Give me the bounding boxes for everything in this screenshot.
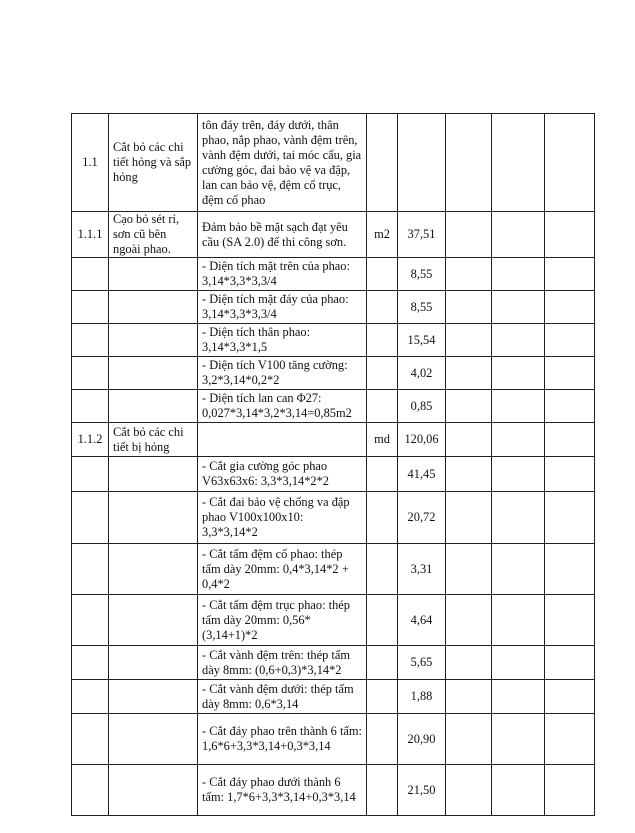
item-name: Cắt bỏ các chi tiết hỏng và sắp hỏng bbox=[109, 114, 198, 212]
empty-cell bbox=[545, 258, 595, 291]
empty-cell bbox=[492, 457, 545, 492]
empty-cell bbox=[446, 258, 492, 291]
item-number bbox=[72, 544, 109, 595]
item-number: 1.1.1 bbox=[72, 212, 109, 258]
item-name bbox=[109, 457, 198, 492]
empty-cell bbox=[492, 714, 545, 765]
empty-cell bbox=[545, 114, 595, 212]
item-description: - Diện tích thân phao: 3,14*3,3*1,5 bbox=[198, 324, 367, 357]
item-unit bbox=[367, 680, 398, 714]
item-number bbox=[72, 390, 109, 423]
empty-cell bbox=[545, 390, 595, 423]
item-quantity: 5,65 bbox=[398, 646, 446, 680]
table-row bbox=[72, 114, 595, 212]
item-quantity: 41,45 bbox=[398, 457, 446, 492]
item-description: - Cắt tấm đệm trục phao: thép tấm dày 20mm: 0,56*(3,14+1)*2 bbox=[198, 595, 367, 646]
item-quantity: 21,50 bbox=[398, 765, 446, 816]
item-name bbox=[109, 390, 198, 423]
empty-cell bbox=[545, 457, 595, 492]
empty-cell bbox=[446, 457, 492, 492]
item-description: - Cắt đai bảo vệ chống va đập phao V100x100x10: 3,3*3,14*2 bbox=[198, 492, 367, 544]
empty-cell bbox=[446, 680, 492, 714]
empty-cell bbox=[446, 390, 492, 423]
item-number bbox=[72, 457, 109, 492]
item-description: - Diện tích lan can Φ27: 0,027*3,14*3,2*3,14=0,85m2 bbox=[198, 390, 367, 423]
empty-cell bbox=[492, 324, 545, 357]
table-row bbox=[72, 492, 595, 544]
empty-cell bbox=[446, 492, 492, 544]
empty-cell bbox=[545, 646, 595, 680]
table-row bbox=[72, 646, 595, 680]
item-name bbox=[109, 357, 198, 390]
item-quantity: 3,31 bbox=[398, 544, 446, 595]
item-number bbox=[72, 357, 109, 390]
item-name bbox=[109, 714, 198, 765]
item-quantity: 37,51 bbox=[398, 212, 446, 258]
empty-cell bbox=[492, 212, 545, 258]
item-description: - Diện tích V100 tăng cường: 3,2*3,14*0,2*2 bbox=[198, 357, 367, 390]
item-unit bbox=[367, 544, 398, 595]
item-number bbox=[72, 765, 109, 816]
empty-cell bbox=[545, 680, 595, 714]
item-unit bbox=[367, 357, 398, 390]
empty-cell bbox=[492, 357, 545, 390]
item-number bbox=[72, 324, 109, 357]
empty-cell bbox=[492, 258, 545, 291]
item-description: tôn đáy trên, đáy dưới, thân phao, nắp phao, vành đệm trên, vành đệm dưới, tai móc cẩu, gia cường góc, đai bảo vệ va đập, lan can bảo vệ, đệm cổ trục, đệm cổ phao bbox=[198, 114, 367, 212]
table-row bbox=[72, 423, 595, 457]
item-quantity: 4,02 bbox=[398, 357, 446, 390]
item-name bbox=[109, 492, 198, 544]
item-number bbox=[72, 680, 109, 714]
item-number bbox=[72, 291, 109, 324]
empty-cell bbox=[446, 714, 492, 765]
item-description bbox=[198, 423, 367, 457]
item-quantity: 15,54 bbox=[398, 324, 446, 357]
empty-cell bbox=[545, 544, 595, 595]
empty-cell bbox=[545, 212, 595, 258]
item-description: - Cắt tấm đệm cổ phao: thép tấm dày 20mm: 0,4*3,14*2 + 0,4*2 bbox=[198, 544, 367, 595]
empty-cell bbox=[446, 544, 492, 595]
empty-cell bbox=[446, 212, 492, 258]
empty-cell bbox=[545, 291, 595, 324]
item-unit bbox=[367, 390, 398, 423]
item-name bbox=[109, 324, 198, 357]
item-quantity: 8,55 bbox=[398, 258, 446, 291]
empty-cell bbox=[446, 646, 492, 680]
empty-cell bbox=[492, 291, 545, 324]
item-name: Cắt bỏ các chi tiết bị hỏng bbox=[109, 423, 198, 457]
work-items-table bbox=[71, 113, 595, 816]
item-description: - Cắt vành đệm dưới: thép tấm dày 8mm: 0,6*3,14 bbox=[198, 680, 367, 714]
item-description: - Cắt vành đệm trên: thép tấm dày 8mm: (0,6+0,3)*3,14*2 bbox=[198, 646, 367, 680]
table-row bbox=[72, 324, 595, 357]
item-unit bbox=[367, 646, 398, 680]
table-row bbox=[72, 714, 595, 765]
item-unit bbox=[367, 291, 398, 324]
item-name bbox=[109, 595, 198, 646]
empty-cell bbox=[545, 765, 595, 816]
item-description: - Diện tích mặt trên của phao: 3,14*3,3*3,3/4 bbox=[198, 258, 367, 291]
empty-cell bbox=[545, 492, 595, 544]
empty-cell bbox=[492, 423, 545, 457]
item-description: - Cắt đáy phao trên thành 6 tấm: 1,6*6+3,3*3,14+0,3*3,14 bbox=[198, 714, 367, 765]
empty-cell bbox=[446, 765, 492, 816]
empty-cell bbox=[545, 595, 595, 646]
item-quantity: 0,85 bbox=[398, 390, 446, 423]
empty-cell bbox=[492, 390, 545, 423]
table-row bbox=[72, 544, 595, 595]
item-number bbox=[72, 714, 109, 765]
item-description: Đảm bảo bề mặt sạch đạt yêu cầu (SA 2.0) để thi công sơn. bbox=[198, 212, 367, 258]
item-quantity: 20,72 bbox=[398, 492, 446, 544]
table-row bbox=[72, 390, 595, 423]
item-number bbox=[72, 646, 109, 680]
item-quantity: 4,64 bbox=[398, 595, 446, 646]
table-row bbox=[72, 457, 595, 492]
table-row bbox=[72, 680, 595, 714]
empty-cell bbox=[545, 357, 595, 390]
item-description: - Cắt gia cường góc phao V63x63x6: 3,3*3,14*2*2 bbox=[198, 457, 367, 492]
item-number: 1.1 bbox=[72, 114, 109, 212]
item-unit bbox=[367, 114, 398, 212]
empty-cell bbox=[446, 114, 492, 212]
empty-cell bbox=[446, 357, 492, 390]
item-description: - Diện tích mặt đáy của phao: 3,14*3,3*3,3/4 bbox=[198, 291, 367, 324]
item-number: 1.1.2 bbox=[72, 423, 109, 457]
item-name bbox=[109, 544, 198, 595]
empty-cell bbox=[545, 714, 595, 765]
item-name bbox=[109, 680, 198, 714]
table-row bbox=[72, 291, 595, 324]
item-unit bbox=[367, 714, 398, 765]
empty-cell bbox=[492, 595, 545, 646]
empty-cell bbox=[446, 324, 492, 357]
item-unit: md bbox=[367, 423, 398, 457]
empty-cell bbox=[446, 291, 492, 324]
table-row bbox=[72, 212, 595, 258]
empty-cell bbox=[446, 423, 492, 457]
item-unit bbox=[367, 457, 398, 492]
item-number bbox=[72, 492, 109, 544]
table-row bbox=[72, 357, 595, 390]
item-number bbox=[72, 258, 109, 291]
item-name bbox=[109, 646, 198, 680]
item-unit bbox=[367, 258, 398, 291]
item-unit bbox=[367, 595, 398, 646]
item-quantity bbox=[398, 114, 446, 212]
item-quantity: 20,90 bbox=[398, 714, 446, 765]
item-unit bbox=[367, 765, 398, 816]
item-unit: m2 bbox=[367, 212, 398, 258]
item-name bbox=[109, 258, 198, 291]
empty-cell bbox=[492, 680, 545, 714]
empty-cell bbox=[492, 646, 545, 680]
item-number bbox=[72, 595, 109, 646]
table-row bbox=[72, 258, 595, 291]
item-name bbox=[109, 291, 198, 324]
item-description: - Cắt đáy phao dưới thành 6 tấm: 1,7*6+3,3*3,14+0,3*3,14 bbox=[198, 765, 367, 816]
item-name bbox=[109, 765, 198, 816]
item-unit bbox=[367, 492, 398, 544]
empty-cell bbox=[492, 544, 545, 595]
empty-cell bbox=[492, 492, 545, 544]
empty-cell bbox=[545, 423, 595, 457]
empty-cell bbox=[446, 595, 492, 646]
empty-cell bbox=[492, 114, 545, 212]
item-unit bbox=[367, 324, 398, 357]
item-quantity: 1,88 bbox=[398, 680, 446, 714]
empty-cell bbox=[545, 324, 595, 357]
table-row bbox=[72, 595, 595, 646]
item-quantity: 8,55 bbox=[398, 291, 446, 324]
item-name: Cạo bỏ sét rỉ, sơn cũ bên ngoài phao. bbox=[109, 212, 198, 258]
item-quantity: 120,06 bbox=[398, 423, 446, 457]
table-row bbox=[72, 765, 595, 816]
empty-cell bbox=[492, 765, 545, 816]
